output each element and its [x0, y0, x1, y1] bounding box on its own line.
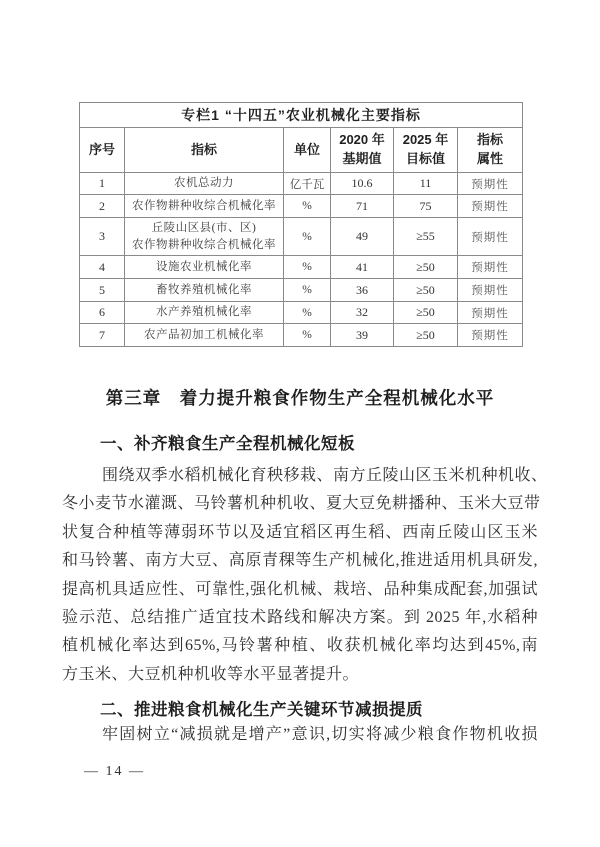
row-indicator-line1: 农机总动力 — [174, 177, 234, 190]
row-indicator-line1: 农产品初加工机械化率 — [144, 328, 264, 341]
row-indicator — [125, 302, 284, 324]
row-unit: 亿千瓦 — [284, 173, 331, 195]
table-row — [80, 302, 523, 324]
row-2020-value: 49 — [331, 218, 394, 256]
col-header-attr — [458, 128, 523, 173]
indicators-table-grid — [79, 102, 523, 347]
col-header-2025 — [394, 128, 458, 173]
row-attr: 预期性 — [458, 218, 523, 256]
col-header-2025-line2: 目标值 — [405, 151, 445, 166]
row-no: 7 — [80, 324, 125, 347]
indicators-table — [79, 102, 522, 347]
table-row — [80, 279, 523, 302]
page-number: — 14 — — [84, 764, 145, 779]
col-header-attr-line1: 指标 — [476, 132, 503, 148]
row-unit: % — [284, 279, 331, 302]
row-2025-value: ≥50 — [394, 302, 458, 324]
row-no: 3 — [80, 218, 125, 256]
row-unit: % — [284, 302, 331, 324]
row-indicator — [125, 218, 284, 256]
row-2020-value: 10.6 — [331, 173, 394, 195]
table-row — [80, 324, 523, 347]
row-2020-value: 32 — [331, 302, 394, 324]
table-title: 专栏1 “十四五”农业机械化主要指标 — [80, 103, 523, 128]
paragraph-line: 状复合种植等薄弱环节以及适宜稻区再生稻、西南丘陵山区玉米 — [62, 523, 538, 541]
row-indicator-line1: 设施农业机械化率 — [156, 260, 252, 273]
row-2025-value: 11 — [394, 173, 458, 195]
row-attr: 预期性 — [458, 256, 523, 279]
row-indicator-line1: 丘陵山区县(市、区) — [151, 221, 257, 234]
chapter-title: 第三章 着力提升粮食作物生产全程机械化水平 — [105, 388, 495, 408]
row-unit: % — [284, 195, 331, 218]
col-header-attr-line2: 属性 — [476, 151, 503, 166]
section-2-heading: 二、推进粮食机械化生产关键环节减损提质 — [100, 701, 423, 719]
row-2020-value: 41 — [331, 256, 394, 279]
table-row — [80, 195, 523, 218]
row-indicator — [125, 173, 284, 195]
row-indicator-line1: 水产养殖机械化率 — [156, 306, 252, 319]
row-no: 6 — [80, 302, 125, 324]
paragraph-line: 植机械化率达到65%,马铃薯种植、收获机械化率均达到45%,南 — [62, 637, 538, 655]
col-header-no: 序号 — [80, 128, 125, 173]
row-2020-value: 39 — [331, 324, 394, 347]
row-indicator — [125, 195, 284, 218]
row-no: 5 — [80, 279, 125, 302]
row-no: 4 — [80, 256, 125, 279]
row-indicator — [125, 279, 284, 302]
row-2025-value: ≥50 — [394, 279, 458, 302]
paragraph-line: 围绕双季水稻机械化育秧移栽、南方丘陵山区玉米机种机收、 — [102, 467, 548, 484]
row-2020-value: 36 — [331, 279, 394, 302]
paragraph-line: 冬小麦节水灌溉、马铃薯机种机收、夏大豆免耕播种、玉米大豆带 — [62, 495, 541, 513]
row-unit: % — [284, 256, 331, 279]
section-1-paragraph — [62, 462, 548, 689]
row-attr: 预期性 — [458, 324, 523, 347]
row-attr: 预期性 — [458, 195, 523, 218]
row-unit: % — [284, 324, 331, 347]
paragraph-line: 和马铃薯、南方大豆、高原青稞等生产机械化,推进适用机具研发, — [62, 552, 538, 570]
row-2025-value: ≥50 — [394, 324, 458, 347]
row-indicator-line2: 农作物耕种收综合机械化率 — [132, 238, 276, 251]
row-indicator-line1: 农作物耕种收综合机械化率 — [132, 199, 276, 212]
section-2-paragraph — [62, 721, 538, 749]
row-attr: 预期性 — [458, 302, 523, 324]
table-row — [80, 173, 523, 195]
table-header-row — [80, 128, 523, 173]
paragraph-line: 牢固树立“减损就是增产”意识,切实将减少粮食作物机收损 — [102, 726, 538, 743]
row-unit: % — [284, 218, 331, 256]
paragraph-line: 方玉米、大豆机种机收等水平显著提升。 — [62, 665, 360, 683]
col-header-indicator: 指标 — [125, 128, 284, 173]
paragraph-line: 验示范、总结推广适宜技术路线和解决方案。到 2025 年,水稻种 — [62, 608, 538, 626]
table-title-row — [80, 103, 523, 128]
row-no: 2 — [80, 195, 125, 218]
row-indicator — [125, 256, 284, 279]
col-header-2020-line1: 2020 年 — [339, 132, 385, 148]
row-attr: 预期性 — [458, 173, 523, 195]
section-1-heading: 一、补齐粮食生产全程机械化短板 — [100, 435, 355, 453]
row-2020-value: 71 — [331, 195, 394, 218]
col-header-2020 — [331, 128, 394, 173]
paragraph-line: 提高机具适应性、可靠性,强化机械、栽培、品种集成配套,加强试 — [62, 580, 538, 598]
row-no: 1 — [80, 173, 125, 195]
row-2025-value: ≥50 — [394, 256, 458, 279]
table-row — [80, 218, 523, 256]
row-indicator — [125, 324, 284, 347]
col-header-unit: 单位 — [284, 128, 331, 173]
col-header-2025-line1: 2025 年 — [402, 132, 449, 148]
row-attr: 预期性 — [458, 279, 523, 302]
row-2025-value: 75 — [394, 195, 458, 218]
row-indicator-line1: 畜牧养殖机械化率 — [156, 283, 252, 296]
col-header-2020-line2: 基期值 — [342, 151, 382, 166]
table-row — [80, 256, 523, 279]
row-2025-value: ≥55 — [394, 218, 458, 256]
